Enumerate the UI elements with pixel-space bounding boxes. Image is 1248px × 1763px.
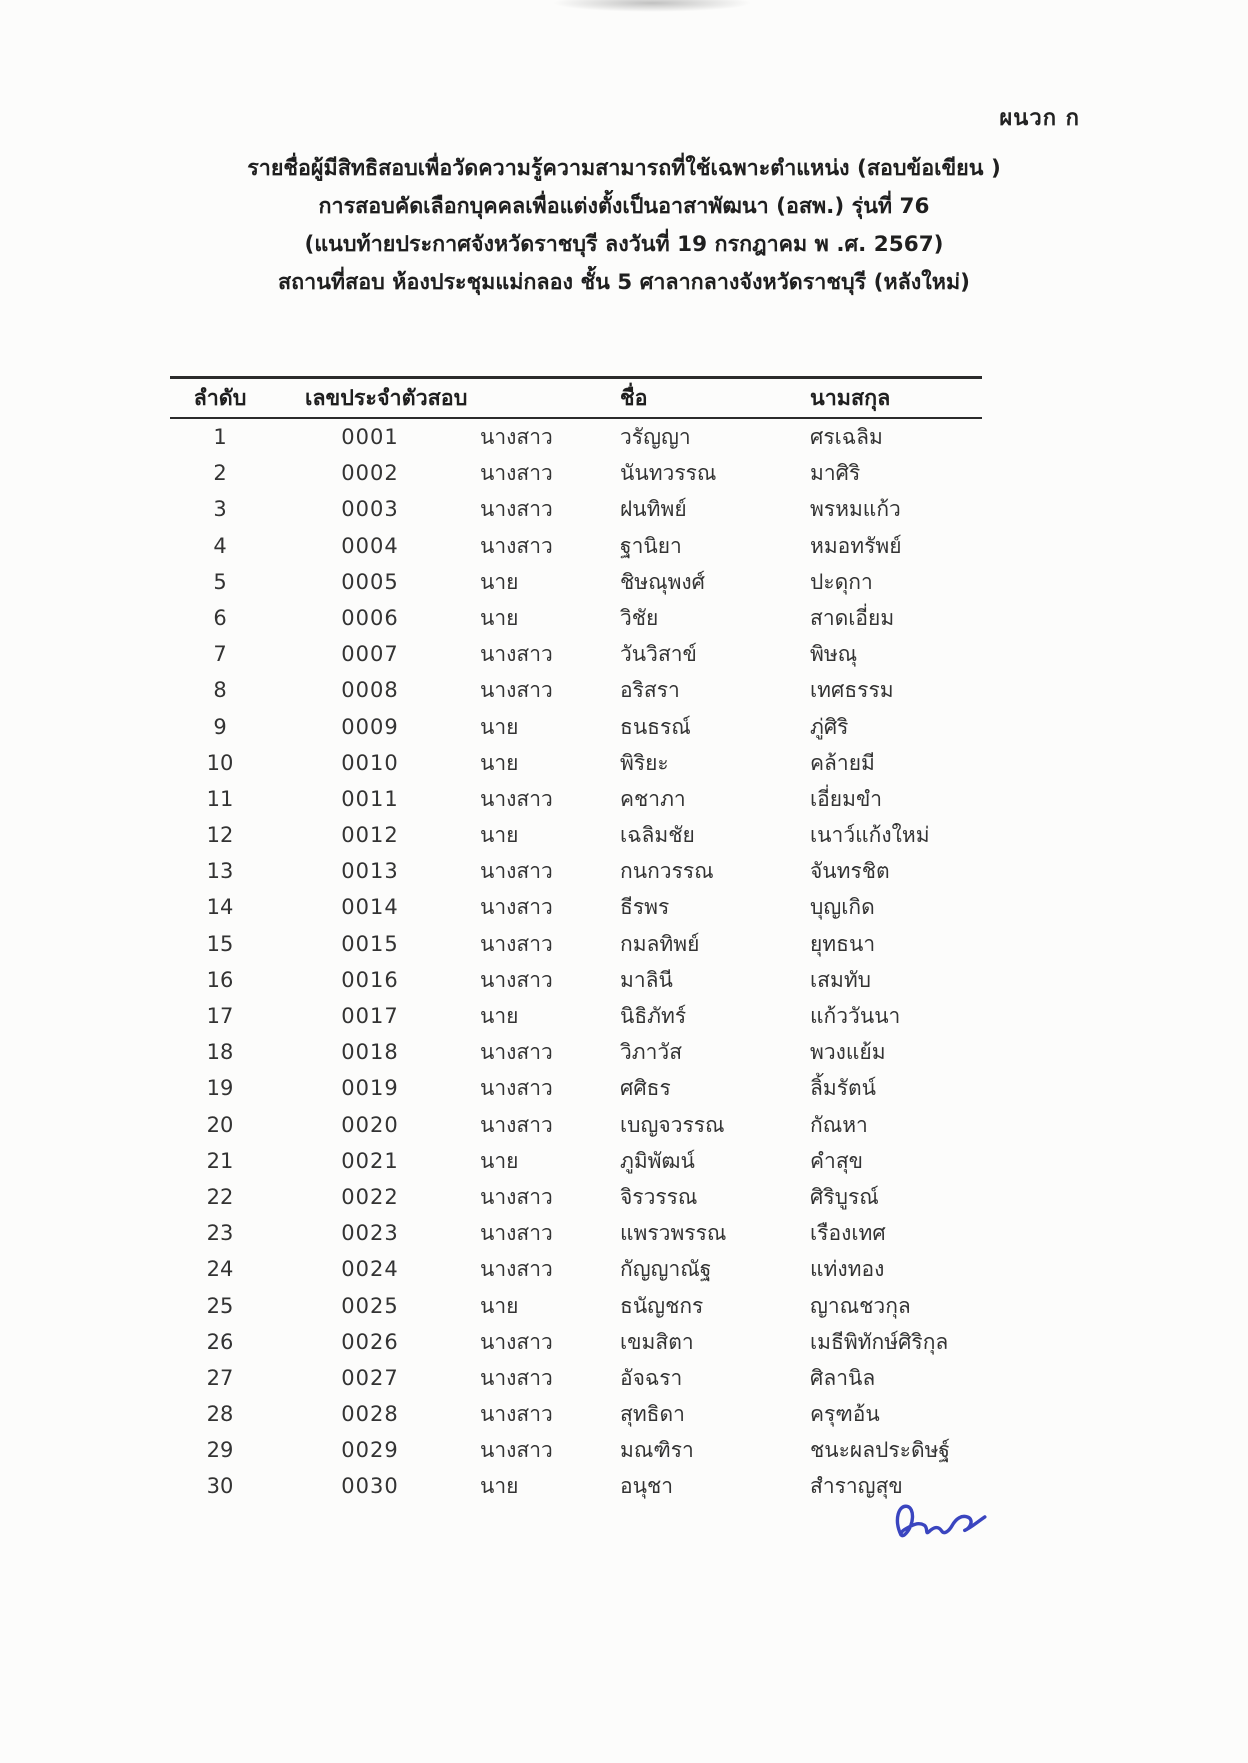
appendix-label: ผนวก ก <box>999 106 1080 131</box>
cell-last-name: ชนะผลประดิษฐ์ <box>810 1438 951 1463</box>
cell-exam-id: 0019 <box>341 1076 399 1101</box>
table-row <box>170 1432 982 1468</box>
cell-first-name: มณฑิรา <box>620 1438 694 1463</box>
table-row <box>170 1251 982 1287</box>
table-row <box>170 1396 982 1432</box>
cell-last-name: ศรเฉลิม <box>810 425 883 449</box>
header-exam-id: เลขประจำตัวสอบ <box>305 386 468 411</box>
cell-no: 17 <box>206 1004 234 1028</box>
cell-exam-id: 0017 <box>341 1004 399 1028</box>
cell-no: 21 <box>206 1148 234 1173</box>
table-row <box>170 926 982 962</box>
cell-title: นางสาว <box>480 859 553 884</box>
cell-no: 15 <box>206 931 234 956</box>
cell-no: 1 <box>213 425 227 449</box>
cell-first-name: พิริยะ <box>620 750 669 775</box>
cell-no: 20 <box>206 1112 234 1137</box>
cell-first-name: ศศิธร <box>620 1076 671 1101</box>
table-row <box>170 528 982 564</box>
cell-no: 24 <box>206 1257 234 1282</box>
cell-exam-id: 0003 <box>341 497 399 522</box>
cell-first-name: มาลินี <box>620 967 673 992</box>
cell-exam-id: 0006 <box>341 605 399 630</box>
cell-last-name: ครุฑอ้น <box>810 1402 880 1427</box>
document-title-block <box>124 150 1124 302</box>
cell-exam-id: 0008 <box>341 678 399 703</box>
cell-exam-id: 0024 <box>341 1257 399 1282</box>
table-row <box>170 889 982 925</box>
cell-first-name: วันวิสาข์ <box>620 642 697 667</box>
cell-last-name: ยุทธนา <box>810 931 876 956</box>
cell-title: นางสาว <box>480 786 553 811</box>
cell-title: นางสาว <box>480 1402 553 1427</box>
cell-title: นางสาว <box>480 1076 553 1101</box>
cell-exam-id: 0018 <box>341 1040 399 1065</box>
cell-title: นางสาว <box>480 425 553 449</box>
header-first-name: ชื่อ <box>620 386 648 411</box>
cell-exam-id: 0020 <box>341 1112 399 1137</box>
candidate-table-body <box>170 419 982 1505</box>
cell-exam-id: 0013 <box>341 859 399 884</box>
cell-title: นางสาว <box>480 1112 553 1137</box>
cell-title: นาย <box>480 1293 519 1318</box>
cell-exam-id: 0029 <box>341 1438 399 1463</box>
cell-first-name: นันทวรรณ <box>620 461 717 486</box>
table-row <box>170 1215 982 1251</box>
cell-first-name: กนกวรรณ <box>620 859 714 884</box>
cell-no: 7 <box>213 642 227 667</box>
cell-no: 30 <box>206 1474 234 1499</box>
cell-last-name: ศิริบูรณ์ <box>810 1184 879 1209</box>
cell-first-name: ชิษณุพงศ์ <box>620 569 706 594</box>
cell-last-name: เรืองเทศ <box>810 1221 886 1246</box>
cell-first-name: วรัญญา <box>620 425 691 449</box>
table-row <box>170 817 982 853</box>
cell-exam-id: 0007 <box>341 642 399 667</box>
cell-no: 6 <box>213 605 227 630</box>
cell-first-name: ธนธรณ์ <box>620 714 691 739</box>
table-row <box>170 853 982 889</box>
cell-exam-id: 0014 <box>341 895 399 920</box>
cell-title: นางสาว <box>480 1438 553 1463</box>
cell-no: 25 <box>206 1293 234 1318</box>
cell-last-name: เสมทับ <box>810 967 872 992</box>
cell-no: 23 <box>206 1221 234 1246</box>
handwritten-signature <box>884 1486 998 1556</box>
cell-exam-id: 0015 <box>341 931 399 956</box>
cell-title: นาย <box>480 1148 519 1173</box>
table-row <box>170 1107 982 1143</box>
table-row <box>170 564 982 600</box>
table-row <box>170 636 982 672</box>
document-title-line-4: สถานที่สอบ ห้องประชุมแม่กลอง ชั้น 5 ศาลากลางจังหวัดราชบุรี (หลังใหม่) <box>278 270 970 295</box>
cell-title: นาย <box>480 605 519 630</box>
cell-last-name: กัณหา <box>810 1112 868 1137</box>
cell-no: 8 <box>213 678 227 703</box>
cell-first-name: เขมสิตา <box>620 1329 694 1354</box>
cell-title: นาย <box>480 750 519 775</box>
table-row <box>170 1143 982 1179</box>
cell-no: 19 <box>206 1076 234 1101</box>
cell-last-name: คล้ายมี <box>810 750 875 775</box>
cell-no: 18 <box>206 1040 234 1065</box>
cell-exam-id: 0004 <box>341 533 399 558</box>
candidate-table <box>170 376 982 1505</box>
cell-no: 27 <box>206 1365 234 1390</box>
cell-title: นาย <box>480 823 519 848</box>
cell-title: นางสาว <box>480 533 553 558</box>
cell-first-name: ฝนทิพย์ <box>620 497 687 522</box>
cell-last-name: พิษณุ <box>810 642 858 667</box>
document-title-line-3: (แนบท้ายประกาศจังหวัดราชบุรี ลงวันที่ 19 กรกฎาคม พ .ศ. 2567) <box>304 232 944 257</box>
cell-no: 16 <box>206 967 234 992</box>
cell-first-name: วิภาวัส <box>620 1040 683 1065</box>
cell-last-name: เอี่ยมขำ <box>810 786 883 811</box>
table-row <box>170 1288 982 1324</box>
table-row <box>170 1070 982 1106</box>
cell-title: นางสาว <box>480 642 553 667</box>
document-title-line-2: การสอบคัดเลือกบุคคลเพื่อแต่งตั้งเป็นอาสาพัฒนา (อสพ.) รุ่นที่ 76 <box>318 194 930 219</box>
cell-title: นาย <box>480 714 519 739</box>
cell-last-name: แก้ววันนา <box>810 1004 901 1028</box>
cell-last-name: เทศธรรม <box>810 678 894 703</box>
cell-last-name: ลิ้มรัตน์ <box>810 1076 876 1101</box>
cell-title: นางสาว <box>480 678 553 703</box>
cell-first-name: สุทธิดา <box>620 1402 685 1427</box>
cell-first-name: อนุชา <box>620 1474 674 1499</box>
table-row <box>170 1360 982 1396</box>
cell-first-name: อริสรา <box>620 678 680 703</box>
cell-title: นางสาว <box>480 931 553 956</box>
cell-title: นางสาว <box>480 1329 553 1354</box>
document-title-line-1: รายชื่อผู้มีสิทธิสอบเพื่อวัดความรู้ความสามารถที่ใช้เฉพาะตำแหน่ง (สอบข้อเขียน ) <box>247 156 1001 181</box>
table-row <box>170 998 982 1034</box>
table-row <box>170 491 982 527</box>
cell-last-name: ภู่ศิริ <box>810 714 849 739</box>
signature-stroke <box>896 1501 985 1536</box>
cell-no: 5 <box>213 569 227 594</box>
cell-last-name: บุญเกิด <box>810 895 875 920</box>
cell-exam-id: 0021 <box>341 1148 399 1173</box>
table-row <box>170 600 982 636</box>
cell-exam-id: 0005 <box>341 569 399 594</box>
cell-exam-id: 0002 <box>341 461 399 486</box>
cell-first-name: กัญญาณัฐ <box>620 1257 712 1282</box>
candidate-table-header <box>170 376 982 419</box>
cell-exam-id: 0010 <box>341 750 399 775</box>
cell-no: 26 <box>206 1329 234 1354</box>
cell-first-name: เบญจวรรณ <box>620 1112 725 1137</box>
table-row <box>170 1468 982 1504</box>
cell-no: 2 <box>213 461 227 486</box>
cell-first-name: แพรวพรรณ <box>620 1221 727 1246</box>
cell-no: 4 <box>213 533 227 558</box>
cell-no: 12 <box>206 823 234 848</box>
cell-no: 9 <box>213 714 227 739</box>
cell-title: นางสาว <box>480 1365 553 1390</box>
cell-title: นางสาว <box>480 1257 553 1282</box>
cell-last-name: สำราญสุข <box>810 1474 903 1499</box>
cell-no: 14 <box>206 895 234 920</box>
cell-no: 28 <box>206 1402 234 1427</box>
cell-exam-id: 0011 <box>341 786 399 811</box>
cell-first-name: วิชัย <box>620 605 659 630</box>
cell-last-name: แท่งทอง <box>810 1257 885 1282</box>
cell-first-name: เฉลิมชัย <box>620 823 695 848</box>
cell-no: 29 <box>206 1438 234 1463</box>
cell-no: 11 <box>206 786 234 811</box>
cell-exam-id: 0027 <box>341 1365 399 1390</box>
cell-title: นาย <box>480 569 519 594</box>
header-no: ลำดับ <box>193 386 247 411</box>
cell-title: นางสาว <box>480 1040 553 1065</box>
cell-exam-id: 0025 <box>341 1293 399 1318</box>
cell-title: นาย <box>480 1474 519 1499</box>
cell-first-name: อัจฉรา <box>620 1365 683 1390</box>
scan-artifact-smudge <box>552 0 752 12</box>
cell-title: นางสาว <box>480 497 553 522</box>
table-row <box>170 1179 982 1215</box>
cell-first-name: ภูมิพัฒน์ <box>620 1148 695 1173</box>
cell-title: นางสาว <box>480 461 553 486</box>
cell-first-name: คชาภา <box>620 786 686 811</box>
cell-exam-id: 0001 <box>341 425 399 449</box>
table-row <box>170 709 982 745</box>
cell-no: 13 <box>206 859 234 884</box>
cell-exam-id: 0030 <box>341 1474 399 1499</box>
cell-exam-id: 0016 <box>341 967 399 992</box>
cell-last-name: หมอทรัพย์ <box>810 533 902 558</box>
cell-title: นาย <box>480 1004 519 1028</box>
cell-first-name: ฐานิยา <box>620 533 682 558</box>
cell-last-name: ปะดุกา <box>810 569 873 594</box>
cell-exam-id: 0028 <box>341 1402 399 1427</box>
cell-last-name: พวงแย้ม <box>810 1040 886 1065</box>
cell-title: นางสาว <box>480 895 553 920</box>
cell-exam-id: 0022 <box>341 1184 399 1209</box>
cell-no: 22 <box>206 1184 234 1209</box>
table-row <box>170 962 982 998</box>
cell-title: นางสาว <box>480 1184 553 1209</box>
header-last-name: นามสกุล <box>810 386 891 411</box>
cell-no: 3 <box>213 497 227 522</box>
cell-title: นางสาว <box>480 967 553 992</box>
cell-exam-id: 0023 <box>341 1221 399 1246</box>
cell-exam-id: 0026 <box>341 1329 399 1354</box>
table-row <box>170 455 982 491</box>
cell-first-name: ธีรพร <box>620 895 670 920</box>
table-row <box>170 1034 982 1070</box>
cell-first-name: กมลทิพย์ <box>620 931 700 956</box>
table-row <box>170 672 982 708</box>
cell-first-name: จิรวรรณ <box>620 1184 698 1209</box>
cell-last-name: สาดเอี่ยม <box>810 605 895 630</box>
cell-last-name: เมธีพิทักษ์ศิริกุล <box>810 1329 949 1354</box>
cell-first-name: ธนัญชกร <box>620 1293 704 1318</box>
cell-last-name: จันทรชิต <box>810 859 890 884</box>
cell-last-name: ศิลานิล <box>810 1365 876 1390</box>
cell-first-name: นิธิภัทร์ <box>620 1004 687 1028</box>
cell-exam-id: 0009 <box>341 714 399 739</box>
cell-last-name: คำสุข <box>810 1148 864 1173</box>
cell-last-name: มาศิริ <box>810 461 861 486</box>
cell-no: 10 <box>206 750 234 775</box>
table-row <box>170 745 982 781</box>
table-row <box>170 1324 982 1360</box>
table-row <box>170 781 982 817</box>
cell-exam-id: 0012 <box>341 823 399 848</box>
table-row <box>170 419 982 455</box>
cell-last-name: เนาว์แก้งใหม่ <box>810 823 930 848</box>
cell-last-name: พรหมแก้ว <box>810 497 901 522</box>
cell-title: นางสาว <box>480 1221 553 1246</box>
cell-last-name: ญาณชวกุล <box>810 1293 911 1318</box>
